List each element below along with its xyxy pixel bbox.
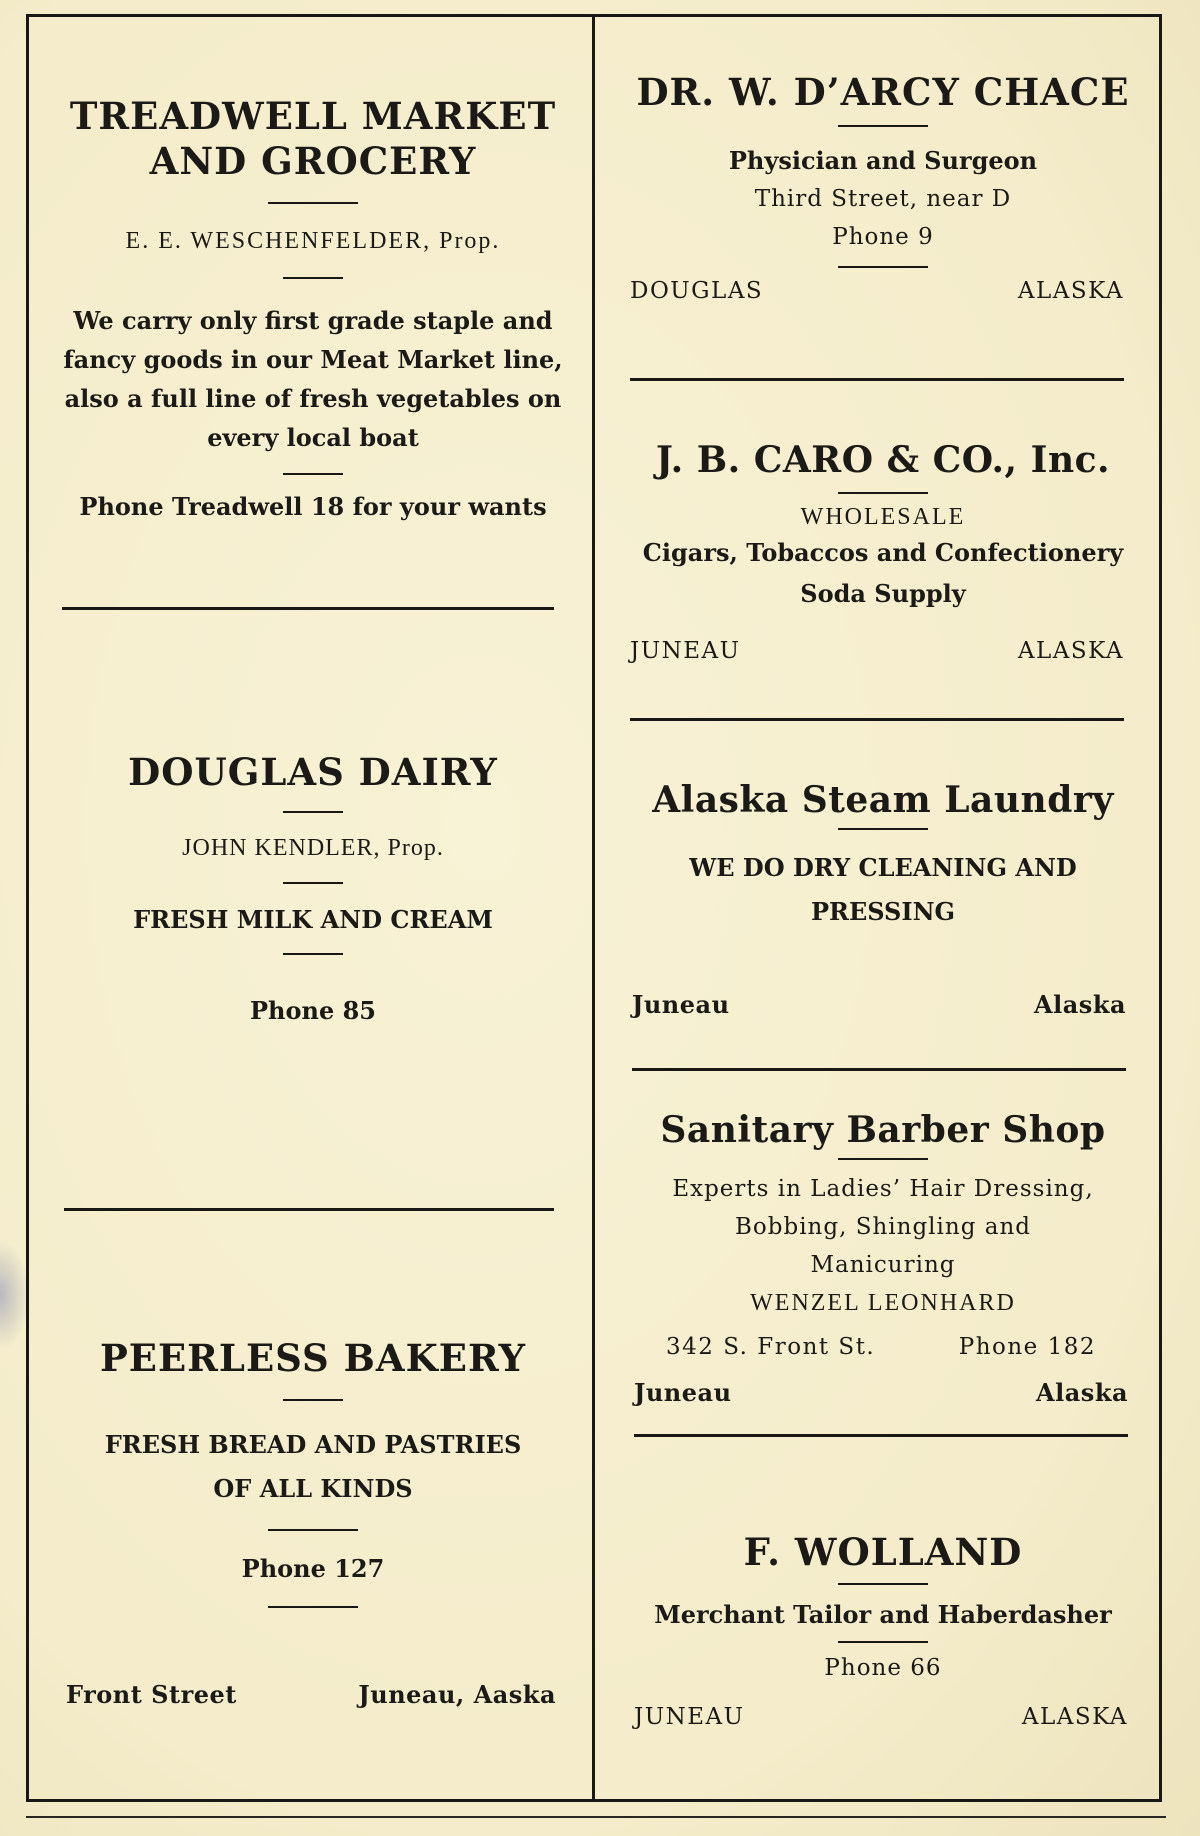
ad-title: DOUGLAS DAIRY bbox=[128, 750, 498, 794]
ornament-rule bbox=[838, 266, 928, 268]
proprietor-line: E. E. WESCHENFELDER, Prop. bbox=[125, 228, 501, 254]
section-rule bbox=[630, 718, 1124, 721]
phone-line: Phone 85 bbox=[250, 996, 376, 1025]
state-label: ALASKA bbox=[1021, 1704, 1128, 1730]
state-label: ALASKA bbox=[1017, 638, 1124, 664]
ornament-rule bbox=[838, 125, 928, 127]
column-divider bbox=[592, 14, 595, 1802]
ad-caro-co bbox=[620, 438, 1146, 613]
location-row bbox=[630, 638, 1124, 664]
description-line: every local boat bbox=[207, 423, 419, 452]
city-label: DOUGLAS bbox=[630, 278, 764, 304]
description-line: FRESH BREAD AND PASTRIES bbox=[104, 1430, 522, 1459]
ornament-rule bbox=[283, 473, 343, 475]
ad-title: PEERLESS BAKERY bbox=[99, 1336, 527, 1380]
state-label: Alaska bbox=[1036, 1378, 1128, 1407]
ad-title: F. WOLLAND bbox=[743, 1530, 1023, 1574]
location-row bbox=[66, 1680, 556, 1709]
ornament-rule bbox=[268, 1606, 358, 1608]
state-label: ALASKA bbox=[1017, 278, 1124, 304]
ornament-rule bbox=[838, 1583, 928, 1585]
description-line: also a full line of fresh vegetables on bbox=[64, 384, 562, 413]
phone-label: Phone 182 bbox=[958, 1334, 1096, 1360]
ad-barber-shop bbox=[620, 1108, 1146, 1322]
ad-douglas-dairy bbox=[50, 750, 576, 1030]
owner-line: WENZEL LEONHARD bbox=[750, 1290, 1016, 1316]
ad-steam-laundry bbox=[620, 778, 1146, 934]
phone-line: Phone Treadwell 18 for your wants bbox=[79, 492, 547, 521]
ad-title-line1: TREADWELL MARKET bbox=[69, 94, 557, 138]
ornament-rule bbox=[283, 811, 343, 813]
city-label: JUNEAU bbox=[630, 638, 741, 664]
section-rule bbox=[64, 1208, 554, 1211]
ornament-rule bbox=[838, 492, 928, 494]
ornament-rule bbox=[268, 1529, 358, 1531]
city-label: Juneau bbox=[632, 990, 730, 1019]
products-line: Cigars, Tobaccos and Confectionery bbox=[642, 538, 1124, 567]
location-row bbox=[632, 990, 1126, 1019]
ornament-rule bbox=[283, 882, 343, 884]
description-line: OF ALL KINDS bbox=[213, 1474, 413, 1503]
city-label: Juneau, Aaska bbox=[358, 1680, 556, 1709]
city-label: JUNEAU bbox=[634, 1704, 745, 1730]
ad-title: Alaska Steam Laundry bbox=[652, 779, 1114, 821]
proprietor-line: JOHN KENDLER, Prop. bbox=[182, 835, 444, 861]
soda-line: Soda Supply bbox=[800, 579, 966, 608]
profession-line: Merchant Tailor and Haberdasher bbox=[654, 1600, 1112, 1629]
ad-dr-chace bbox=[620, 70, 1146, 268]
phone-line: Phone 9 bbox=[832, 224, 934, 250]
phone-line: Phone 66 bbox=[824, 1655, 942, 1681]
type-line: WHOLESALE bbox=[800, 504, 966, 530]
ornament-rule bbox=[268, 202, 358, 204]
phone-line: Phone 127 bbox=[241, 1554, 385, 1583]
ornament-rule bbox=[838, 1641, 928, 1643]
bottom-rule bbox=[26, 1816, 1166, 1818]
location-row bbox=[634, 1378, 1128, 1407]
ornament-rule bbox=[283, 277, 343, 279]
ornament-rule bbox=[283, 953, 343, 955]
ornament-rule bbox=[283, 1399, 343, 1401]
state-label: Alaska bbox=[1034, 990, 1126, 1019]
description-line: fancy goods in our Meat Market line, bbox=[63, 345, 563, 374]
product-line: FRESH MILK AND CREAM bbox=[133, 905, 493, 934]
section-rule bbox=[632, 1068, 1126, 1071]
description-line: Bobbing, Shingling and bbox=[735, 1214, 1031, 1240]
section-rule bbox=[634, 1434, 1128, 1437]
address-row bbox=[666, 1334, 1096, 1360]
location-row bbox=[634, 1704, 1128, 1730]
description-line: Experts in Ladies’ Hair Dressing, bbox=[672, 1176, 1094, 1202]
description-line: Manicuring bbox=[810, 1252, 956, 1278]
section-rule bbox=[62, 607, 554, 610]
ad-title: Sanitary Barber Shop bbox=[660, 1109, 1106, 1151]
ornament-rule bbox=[838, 1158, 928, 1160]
description-line: We carry only first grade staple and bbox=[73, 306, 553, 335]
section-rule bbox=[630, 378, 1124, 381]
location-row bbox=[630, 278, 1124, 304]
description-line: WE DO DRY CLEANING AND bbox=[689, 853, 1077, 882]
ad-wolland bbox=[620, 1530, 1146, 1687]
address-label: 342 S. Front St. bbox=[666, 1334, 876, 1360]
ad-peerless-bakery bbox=[50, 1336, 576, 1608]
ad-title: DR. W. D’ARCY CHACE bbox=[636, 70, 1130, 114]
profession-line: Physician and Surgeon bbox=[728, 146, 1038, 175]
street-label: Front Street bbox=[66, 1680, 237, 1709]
ad-treadwell-market bbox=[50, 94, 576, 526]
description-line: PRESSING bbox=[810, 897, 956, 926]
ornament-rule bbox=[838, 828, 928, 830]
ad-title-line2: AND GROCERY bbox=[149, 139, 477, 183]
city-label: Juneau bbox=[634, 1378, 732, 1407]
address-line: Third Street, near D bbox=[754, 186, 1012, 212]
ad-title: J. B. CARO & CO., Inc. bbox=[655, 439, 1111, 481]
